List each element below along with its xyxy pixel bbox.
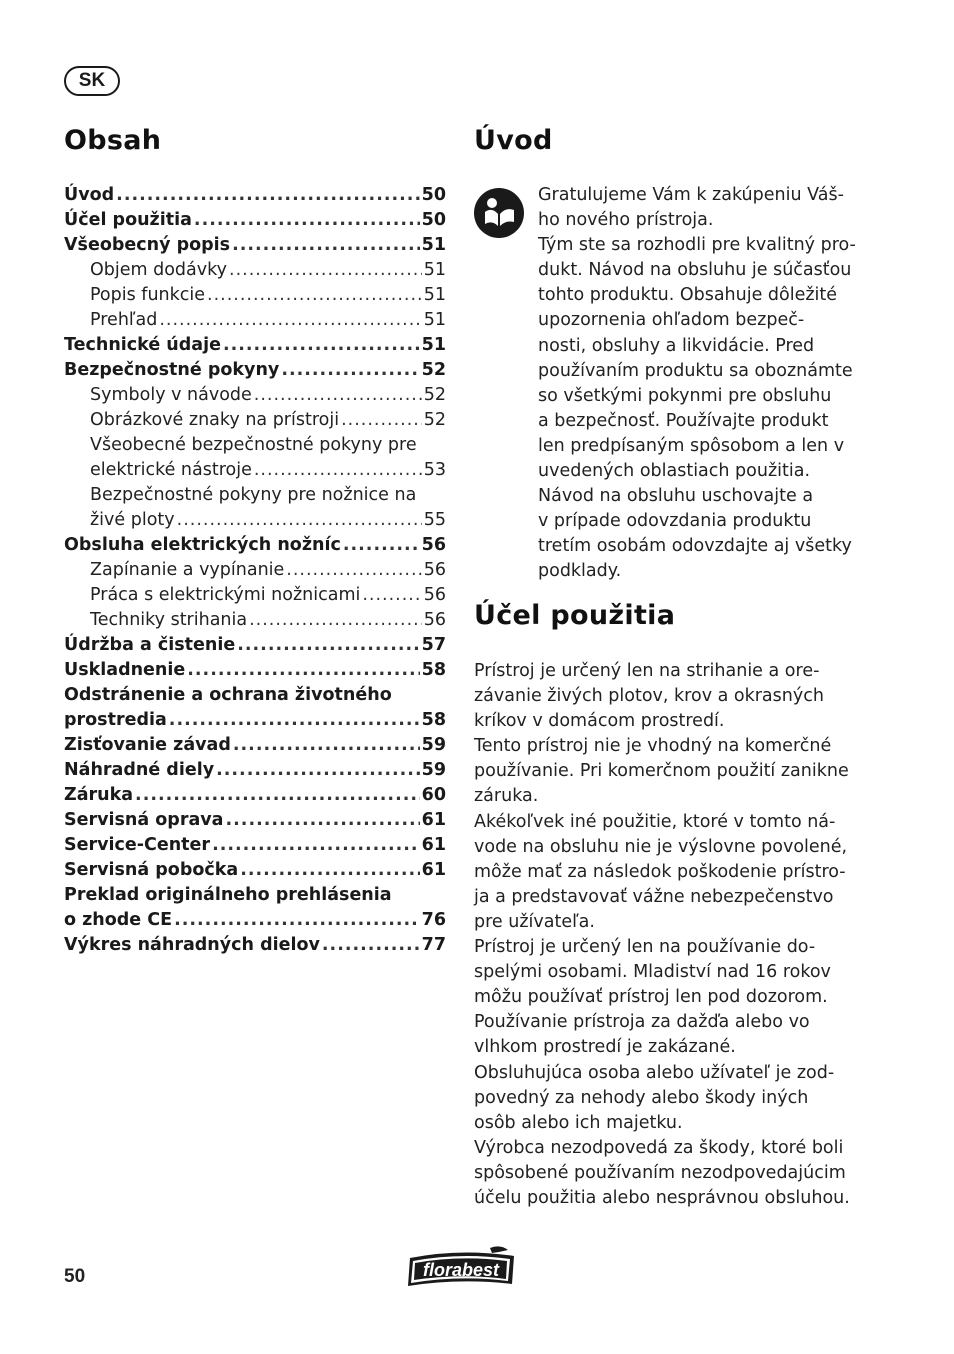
toc-dot-leader [226, 808, 420, 833]
toc-entry-title: elektrické nástroje [90, 460, 252, 480]
toc-dot-leader [249, 608, 422, 633]
toc-entry-title: Objem dodávky [90, 260, 227, 280]
toc-entry[interactable] [64, 633, 446, 658]
toc-dot-leader [254, 383, 422, 408]
text-line: záruka. [474, 786, 539, 807]
text-line: kríkov v domácom prostredí. [474, 711, 725, 732]
text-line: so všetkými pokynmi pre obsluhu [538, 385, 832, 406]
toc-entry[interactable] [64, 308, 446, 333]
text-line: Výrobca nezodpovedá za škody, ktoré boli [474, 1137, 844, 1158]
logo-wordmark: florabest [422, 1260, 500, 1280]
text-line: môže mať za následok poškodenie prístro- [474, 861, 846, 882]
toc-entry-title: Techniky strihania [90, 610, 248, 630]
text-line: používanie. Pri komerčnom použití zanikne [474, 761, 849, 782]
toc-entry-page: 76 [421, 910, 446, 930]
toc-entry-title: Technické údaje [64, 335, 221, 355]
toc-entry-page: 52 [423, 410, 446, 430]
toc-entry-page: 61 [421, 810, 446, 830]
toc-dot-leader [322, 933, 420, 958]
toc-entry[interactable] [64, 608, 446, 633]
toc-dot-leader [343, 533, 420, 558]
text-line: tohto produktu. Obsahuje dôležité [538, 285, 838, 306]
toc-heading: Obsah [64, 125, 162, 156]
text-line: a bezpečnosť. Používajte produkt [538, 410, 829, 431]
toc-dot-leader [177, 508, 422, 533]
text-line: v prípade odovzdania produktu [538, 511, 812, 532]
florabest-logo [404, 1244, 520, 1290]
toc-entry-page: 55 [423, 510, 446, 530]
toc-entry-title: prostredia [64, 710, 167, 730]
text-line: používaním produktu sa oboznámte [538, 360, 853, 381]
toc-entry-title: Záruka [64, 785, 134, 805]
toc-entry[interactable] [64, 833, 446, 858]
toc-dot-leader [223, 333, 420, 358]
toc-entry[interactable] [64, 233, 446, 258]
toc-entry[interactable] [64, 283, 446, 308]
toc-entry-title: Zisťovanie závad [64, 735, 231, 755]
toc-entry-title: Bezpečnostné pokyny [64, 360, 280, 380]
text-line: pre užívateľa. [474, 911, 595, 932]
toc-dot-leader [216, 758, 420, 783]
toc-entry[interactable] [64, 358, 446, 383]
toc-entry-page: 56 [423, 560, 446, 580]
text-line: uvedených oblastiach použitia. [538, 461, 811, 482]
toc-entry-page: 51 [421, 235, 446, 255]
text-line: Akékoľvek iné použitie, ktoré v tomto ná- [474, 811, 836, 832]
text-line: vlhkom prostredí je zakázané. [474, 1037, 736, 1058]
toc-dot-leader [174, 908, 420, 933]
text-line: spelými osobami. Mladiství nad 16 rokov [474, 962, 831, 983]
toc-entry[interactable] [64, 458, 446, 483]
toc-entry[interactable] [64, 583, 446, 608]
toc-entry[interactable] [64, 908, 446, 933]
toc-entry-page: 56 [423, 610, 446, 630]
toc-entry-page: 50 [421, 185, 446, 205]
toc-dot-leader [135, 783, 420, 808]
intro-heading: Úvod [474, 125, 553, 156]
toc-entry-title: Prehľad [90, 310, 158, 330]
page-number: 50 [64, 1266, 86, 1287]
toc-dot-leader [233, 733, 420, 758]
toc-entry-page: 53 [423, 460, 446, 480]
intro-paragraph [538, 183, 868, 585]
text-line: povedný za nehody alebo škody iných [474, 1087, 809, 1108]
toc-entry[interactable] [64, 558, 446, 583]
toc-entry-title: Service-Center [64, 835, 211, 855]
toc-entry[interactable] [64, 533, 446, 558]
purpose-heading: Účel použitia [474, 600, 676, 631]
toc-dot-leader [212, 833, 420, 858]
toc-entry-line: Odstránenie a ochrana životného [64, 685, 392, 705]
toc-entry-title: Servisná pobočka [64, 860, 239, 880]
toc-entry-page: 56 [423, 585, 446, 605]
text-line: Návod na obsluhu uschovajte a [538, 486, 814, 507]
toc-entry-page: 59 [421, 735, 446, 755]
text-line: osôb alebo ich majetku. [474, 1112, 683, 1133]
toc-entry-title: Popis funkcie [90, 285, 206, 305]
toc-entry-page: 52 [421, 360, 446, 380]
text-line: upozornenia ohľadom bezpeč- [538, 310, 805, 331]
text-line: podklady. [538, 561, 622, 582]
toc-entry-title: Obrázkové znaky na prístroji [90, 410, 340, 430]
language-badge: SK [64, 66, 120, 96]
toc-entry-title: Servisná oprava [64, 810, 224, 830]
toc-entry-page: 50 [421, 210, 446, 230]
toc-entry-line: Všeobecné bezpečnostné pokyny pre [90, 435, 417, 455]
toc-entry-title: Výkres náhradných dielov [64, 935, 320, 955]
toc-entry-page: 61 [421, 860, 446, 880]
toc-entry-page: 60 [421, 785, 446, 805]
toc-entry-page: 58 [421, 710, 446, 730]
toc-entry-line: Bezpečnostné pokyny pre nožnice na [90, 485, 417, 505]
toc-entry[interactable] [64, 208, 446, 233]
toc-dot-leader [286, 558, 421, 583]
toc-entry-title: Zapínanie a vypínanie [90, 560, 285, 580]
text-line: ho nového prístroja. [538, 210, 714, 231]
toc-entry[interactable] [64, 933, 446, 958]
text-line: tretím osobám odovzdajte aj všetky [538, 536, 852, 557]
toc-entry-title: Všeobecný popis [64, 235, 231, 255]
text-line: spôsobené používaním nezodpovedajúcim [474, 1162, 846, 1183]
toc-entry[interactable] [64, 808, 446, 833]
toc-entry[interactable] [64, 408, 446, 433]
table-of-contents [64, 183, 446, 958]
toc-entry[interactable] [64, 258, 446, 283]
toc-entry-page: 51 [423, 310, 446, 330]
text-line: nosti, obsluhy a likvidácie. Pred [538, 335, 815, 356]
toc-entry[interactable] [64, 508, 446, 533]
text-line: závanie živých plotov, krov a okrasných [474, 686, 824, 707]
toc-entry-page: 51 [423, 285, 446, 305]
toc-entry-title: živé ploty [90, 510, 175, 530]
text-line: môžu používať prístroj len pod dozorom. [474, 987, 828, 1008]
toc-entry-page: 77 [421, 935, 446, 955]
toc-entry-page: 57 [421, 635, 446, 655]
toc-dot-leader [341, 408, 422, 433]
toc-entry-page: 58 [421, 660, 446, 680]
toc-entry[interactable] [64, 758, 446, 783]
toc-dot-leader [254, 458, 422, 483]
toc-entry-title: Práca s elektrickými nožnicami [90, 585, 361, 605]
purpose-paragraph [474, 659, 874, 1211]
toc-dot-leader [281, 358, 419, 383]
text-line: ja a predstavovať vážne nebezpečenstvo [474, 886, 834, 907]
toc-entry-page: 51 [421, 335, 446, 355]
toc-dot-leader [240, 858, 419, 883]
toc-entry-title: Náhradné diely [64, 760, 215, 780]
text-line: Gratulujeme Vám k zakúpeniu Váš- [538, 185, 844, 205]
toc-entry-page: 59 [421, 760, 446, 780]
toc-entry[interactable] [64, 183, 446, 208]
toc-dot-leader [116, 183, 419, 208]
toc-entry[interactable] [64, 333, 446, 358]
text-line: Používanie prístroja za dažďa alebo vo [474, 1012, 810, 1033]
toc-entry-title: Úvod [64, 185, 115, 205]
toc-entry-title: Symboly v návode [90, 385, 252, 405]
toc-entry-title: Účel použitia [64, 210, 192, 230]
text-line: vode na obsluhu nie je výslovne povolené, [474, 836, 848, 857]
toc-entry[interactable] [64, 733, 446, 758]
toc-entry[interactable] [64, 858, 446, 883]
text-line: Prístroj je určený len na strihanie a ore- [474, 661, 820, 681]
text-line: Obsluhujúca osoba alebo užívateľ je zod- [474, 1062, 835, 1083]
toc-entry-title: Uskladnenie [64, 660, 186, 680]
toc-dot-leader [159, 308, 421, 333]
toc-entry[interactable] [64, 708, 446, 733]
toc-dot-leader [229, 258, 422, 283]
toc-entry-page: 51 [423, 260, 446, 280]
text-line: účelu použitia alebo nesprávnou obsluhou. [474, 1187, 850, 1208]
text-line: dukt. Návod na obsluhu je súčasťou [538, 260, 852, 281]
toc-dot-leader [187, 658, 419, 683]
text-line: Prístroj je určený len na používanie do- [474, 937, 816, 958]
toc-dot-leader [169, 708, 420, 733]
toc-entry-page: 56 [421, 535, 446, 555]
toc-entry[interactable] [64, 783, 446, 808]
toc-entry-title: o zhode CE [64, 910, 173, 930]
toc-dot-leader [232, 233, 420, 258]
read-manual-icon [474, 188, 524, 238]
text-line: len predpísaným spôsobom a len v [538, 435, 845, 456]
toc-entry-page: 61 [421, 835, 446, 855]
toc-entry[interactable] [64, 383, 446, 408]
toc-dot-leader [194, 208, 420, 233]
toc-entry-title: Obsluha elektrických nožníc [64, 535, 341, 555]
toc-entry-title: Údržba a čistenie [64, 635, 236, 655]
toc-dot-leader [207, 283, 422, 308]
toc-entry[interactable] [64, 658, 446, 683]
toc-entry-line: Preklad originálneho prehlásenia [64, 885, 392, 905]
toc-dot-leader [237, 633, 419, 658]
text-line: Tým ste sa rozhodli pre kvalitný pro- [538, 235, 856, 256]
toc-dot-leader [362, 583, 421, 608]
toc-entry-page: 52 [423, 385, 446, 405]
text-line: Tento prístroj nie je vhodný na komerčné [474, 736, 832, 757]
